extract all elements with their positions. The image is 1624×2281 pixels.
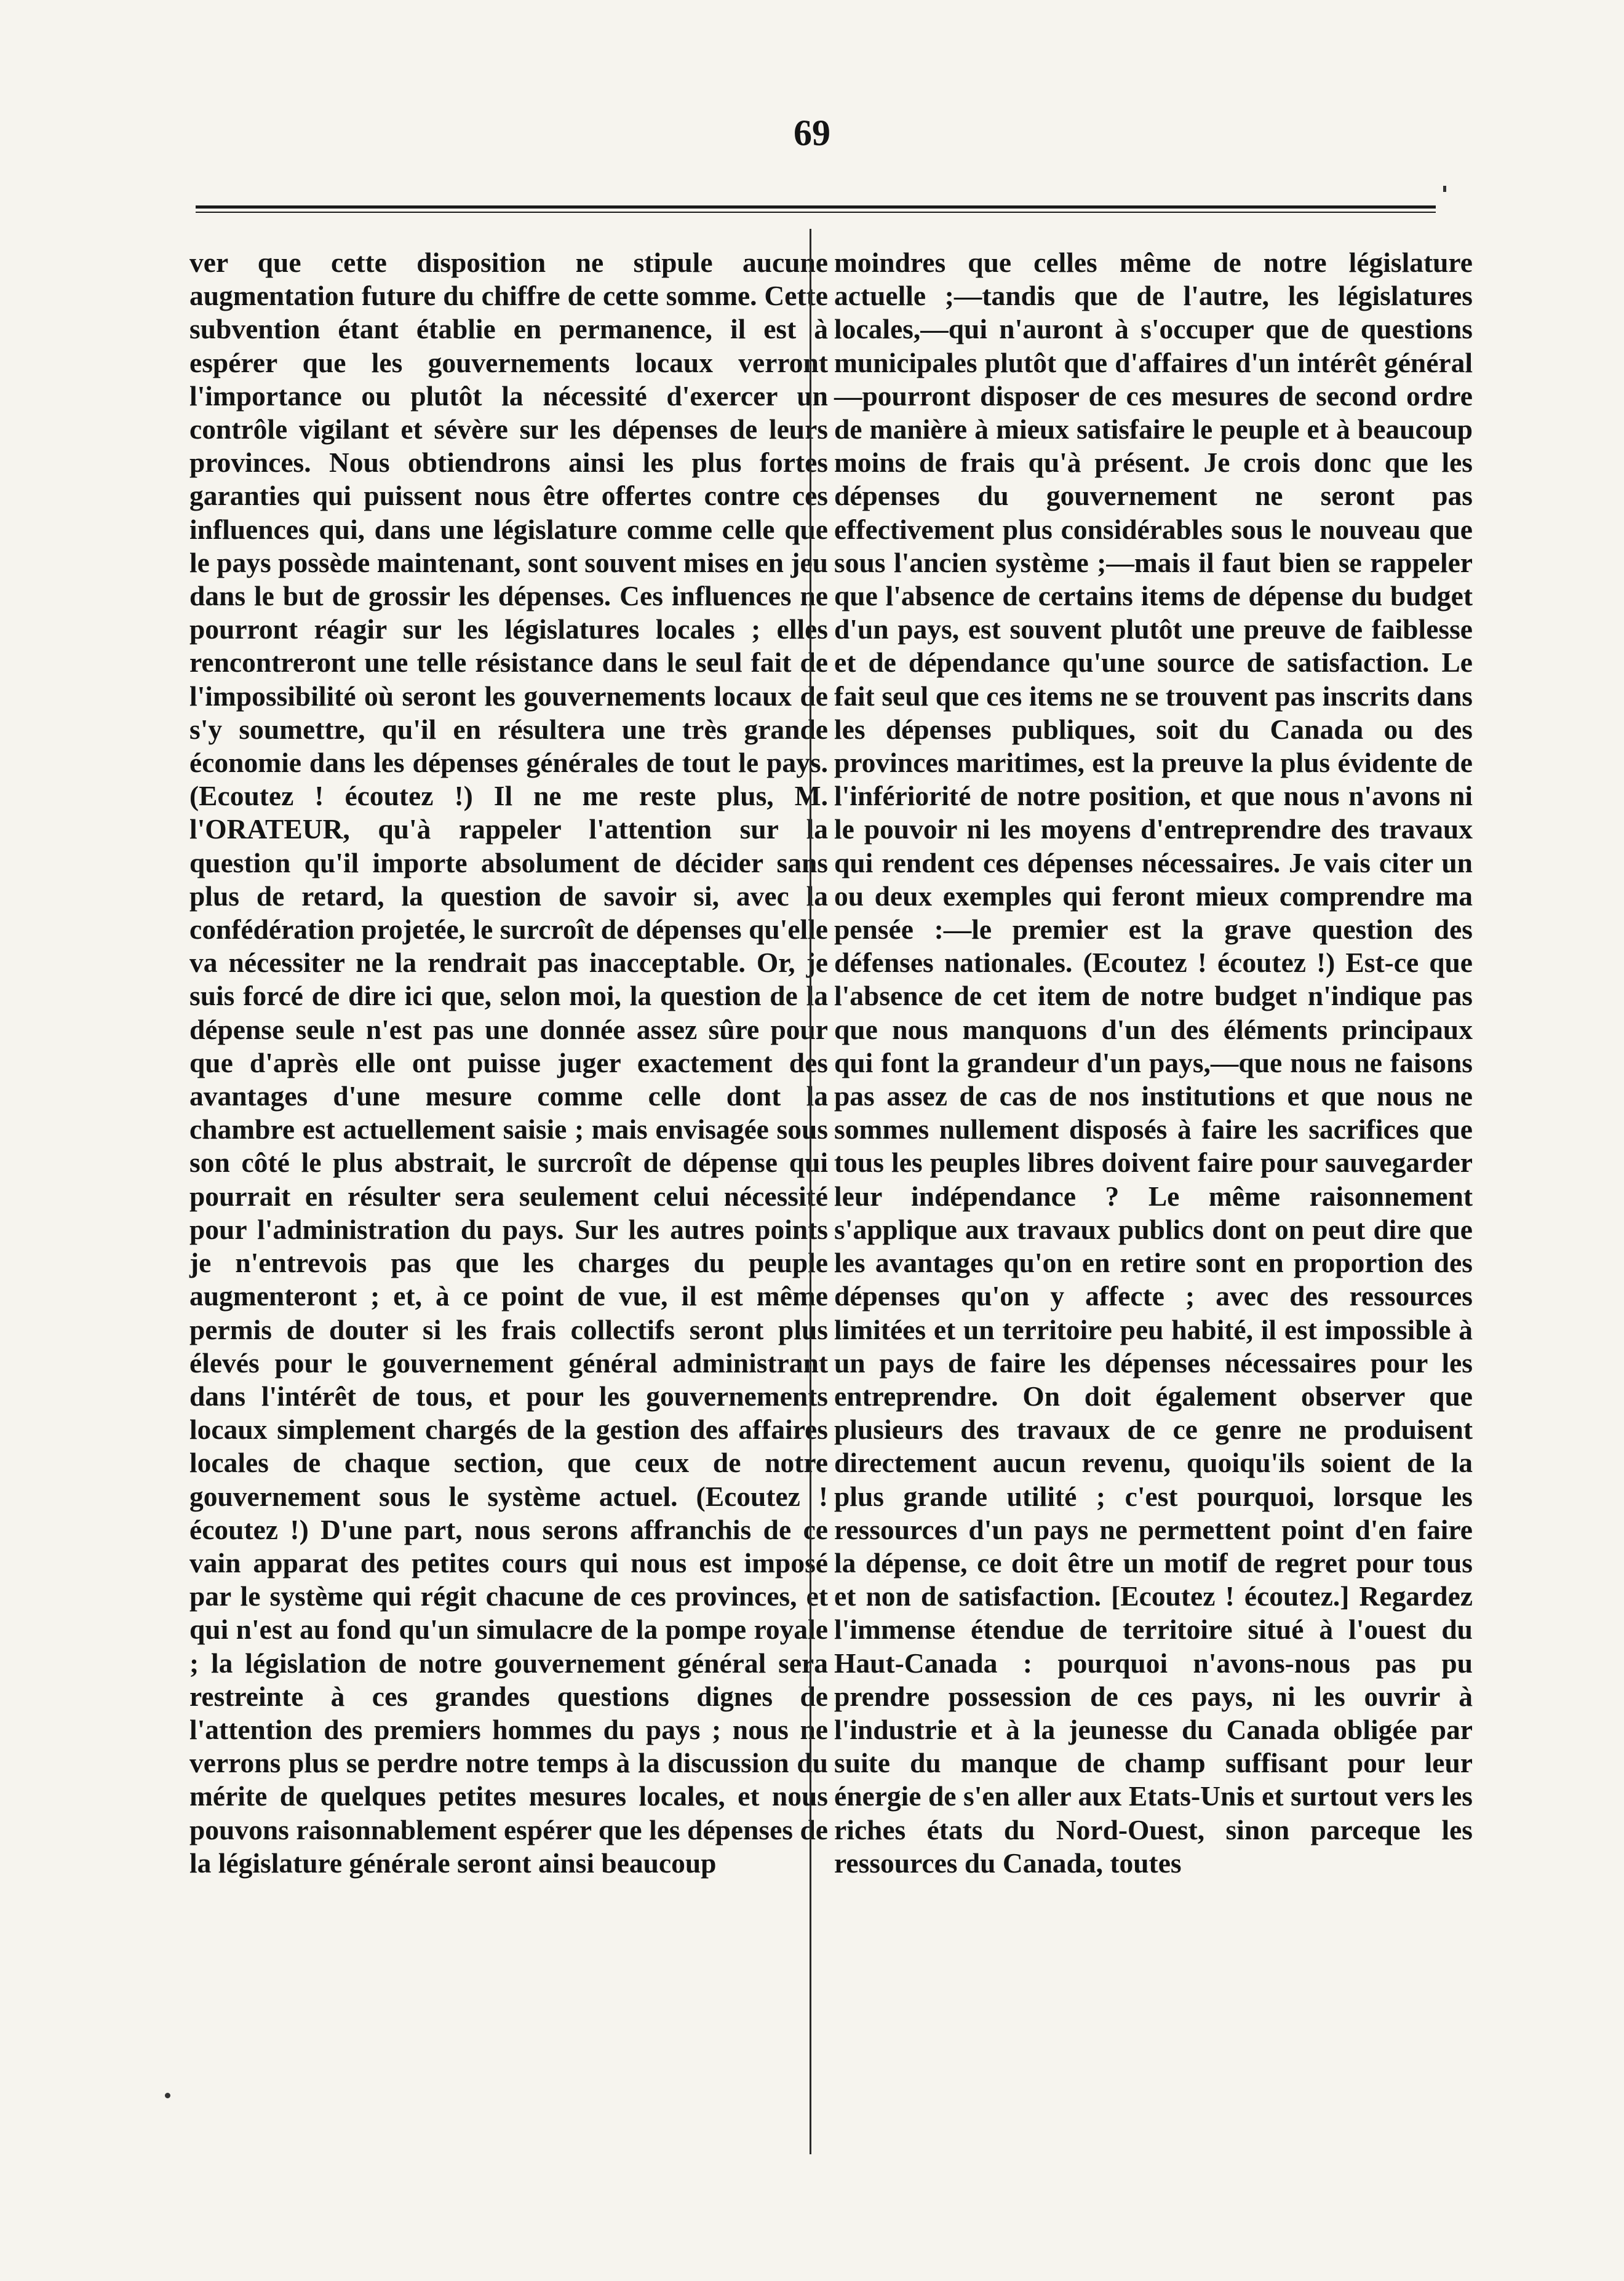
margin-dot (165, 2093, 170, 2098)
header-rule-thin (196, 212, 1436, 213)
right-column-text: moindres que celles même de notre législature actuelle ;—tandis que de l'autre, les législatures locales,—qui n'auront à s'occuper que de questions municipales plutôt que d'affaires d'un intérêt général—pourront disposer de ces mesures de second ordre de manière à mieux satisfaire le peuple et à beaucoup moins de frais qu'à présent. Je crois donc que les dépenses du gouvernement ne seront pas effectivement plus considérables sous le nouveau que sous l'ancien système ;—mais il faut bien se rappeler que l'absence de certains items de dépense du budget d'un pays, est souvent plutôt une preuve de faiblesse et de dépendance qu'une source de satisfaction. Le fait seul que ces items ne se trouvent pas inscrits dans les dépenses publiques, soit du Canada ou des provinces maritimes, est la preuve la plus évidente de l'infériorité de notre position, et que nous n'avons ni le pouvoir ni les moyens d'entreprendre des travaux qui rendent ces dépenses nécessaires. Je vais citer un ou deux exemples qui feront mieux comprendre ma pensée :—le premier est la grave question des défenses nationales. (Ecoutez ! écoutez !) Est-ce que l'absence de cet item de notre budget n'indique pas que nous manquons d'un des éléments principaux qui font la grandeur d'un pays,—que nous ne faisons pas assez de cas de nos institutions et que nous ne sommes nullement disposés à faire les sacrifices que tous les peuples libres doivent faire pour sauvegarder leur indépendance ? Le même raisonnement s'applique aux travaux publics dont on peut dire que les avantages qu'on en retire sont en proportion des dépenses qu'on y affecte ; avec des ressources limitées et un territoire peu habité, il est impossible à un pays de faire les dépenses nécessaires pour les entreprendre. On doit également observer que plusieurs des travaux de ce genre ne produisent directement aucun revenu, quoiqu'ils soient de la plus grande utilité ; c'est pourquoi, lorsque les ressources d'un pays ne permettent point d'en faire la dépense, ce doit être un motif de regret pour tous et non de satisfaction. [Ecoutez ! écoutez.] Regardez l'immense étendue de territoire situé à l'ouest du Haut-Canada : pourquoi n'avons-nous pas pu prendre possession de ces pays, ni les ouvrir à l'industrie et à la jeunesse du Canada obligée par suite du manque de champ suffisant pour leur énergie de s'en aller aux Etats-Unis et surtout vers les riches états du Nord-Ouest, sinon parceque les ressources du Canada, toutes (834, 247, 1473, 1879)
right-column (834, 246, 1473, 1880)
left-column-text: ver que cette disposition ne stipule aucune augmentation future du chiffre de cette somme. Cette subvention étant établie en permanence, il est à espérer que les gouvernements locaux verront l'importance ou plutôt la nécessité d'exercer un contrôle vigilant et sévère sur les dépenses de leurs provinces. Nous obtiendrons ainsi les plus fortes garanties qui puissent nous être offertes contre ces influences qui, dans une législature comme celle que le pays possède maintenant, sont souvent mises en jeu dans le but de grossir les dépenses. Ces influences ne pourront réagir sur les législatures locales ; elles rencontreront une telle résistance dans le seul fait de l'impossibilité où seront les gouvernements locaux de s'y soumettre, qu'il en résultera une très grande économie dans les dépenses générales de tout le pays. (Ecoutez ! écoutez !) Il ne me reste plus, M. l'ORATEUR, qu'à rappeler l'attention sur la question qu'il importe absolument de décider sans plus de retard, la question de savoir si, avec la confédération projetée, le surcroît de dépenses qu'elle va nécessiter ne la rendrait pas inacceptable. Or, je suis forcé de dire ici que, selon moi, la question de la dépense seule n'est pas une donnée assez sûre pour que d'après elle ont puisse juger exactement des avantages d'une mesure comme celle dont la chambre est actuellement saisie ; mais envisagée sous son côté le plus abstrait, le surcroît de dépense qui pourrait en résulter sera seulement celui nécessité pour l'administration du pays. Sur les autres points je n'entrevois pas que les charges du peuple augmenteront ; et, à ce point de vue, il est même permis de douter si les frais collectifs seront plus élevés pour le gouvernement général administrant dans l'intérêt de tous, et pour les gouvernements locaux simplement chargés de la gestion des affaires locales de chaque section, que ceux de notre gouvernement sous le système actuel. (Ecoutez ! écoutez !) D'une part, nous serons affranchis de ce vain apparat des petites cours qui nous est imposé par le système qui régit chacune de ces provinces, et qui n'est au fond qu'un simulacre de la pompe royale ; la législation de notre gouvernement général sera restreinte à ces grandes questions dignes de l'attention des premiers hommes du pays ; nous ne verrons plus se perdre notre temps à la discussion du mérite de quelques petites mesures locales, et nous pouvons raisonnablement espérer que les dépenses de la législature générale seront ainsi beaucoup (189, 247, 828, 1879)
column-divider (810, 229, 811, 2154)
header-rule-thick (196, 205, 1436, 209)
tick-mark (1443, 186, 1446, 192)
page-number: 69 (794, 113, 830, 153)
left-column (189, 246, 828, 1880)
